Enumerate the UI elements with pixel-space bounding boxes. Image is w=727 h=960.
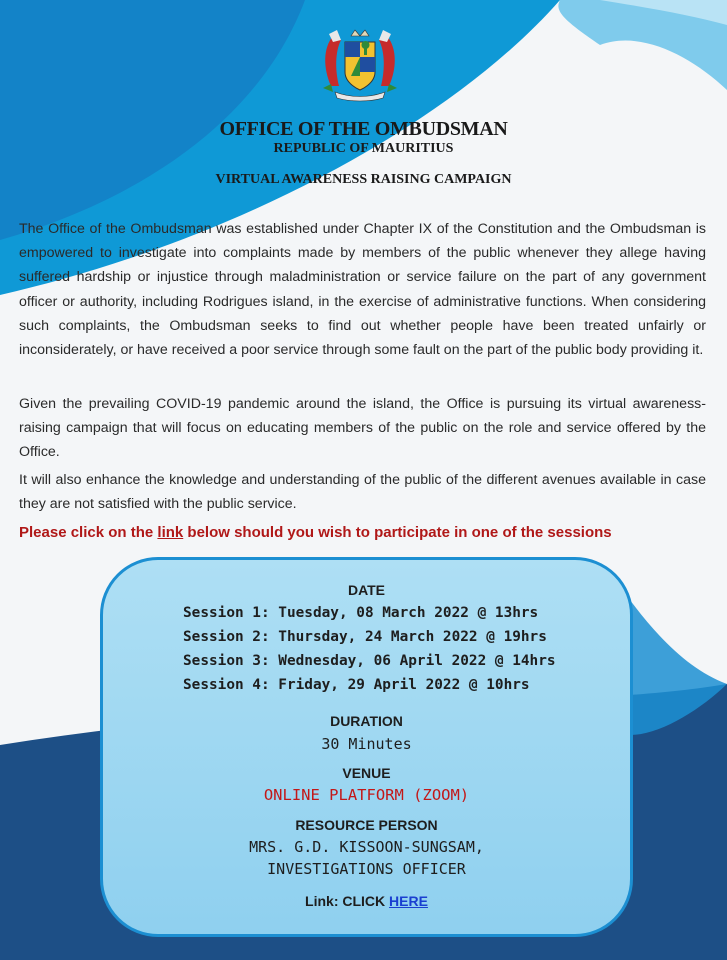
session-item: Session 1: Tuesday, 08 March 2022 @ 13hrs bbox=[183, 605, 539, 621]
campaign-title: VIRTUAL AWARENESS RAISING CAMPAIGN bbox=[215, 172, 512, 187]
resource-person-label: RESOURCE PERSON bbox=[295, 817, 438, 833]
venue-value: ONLINE PLATFORM (ZOOM) bbox=[263, 786, 470, 804]
paragraph-covid: Given the prevailing COVID-19 pandemic around the island, the Office is pursuing its virtual awareness-raising campaign that will focus on educating members of the public on the role and service offered by the Office. bbox=[19, 396, 706, 461]
paragraph-knowledge: It will also enhance the knowledge and understanding of the public of the different avenues available in case they are not satisfied with the public service. bbox=[19, 472, 706, 513]
coat-of-arms-icon bbox=[315, 28, 405, 104]
call-to-action bbox=[19, 524, 719, 541]
republic-subtitle: REPUBLIC OF MAURITIUS bbox=[273, 141, 454, 156]
cta-after: below should you wish to participate in one of the sessions bbox=[183, 524, 612, 541]
session-item: Session 2: Thursday, 24 March 2022 @ 19hrs bbox=[183, 629, 547, 645]
session-link-line bbox=[100, 893, 633, 909]
cta-before: Please click on the bbox=[19, 524, 158, 541]
date-label: DATE bbox=[347, 582, 386, 598]
office-title: OFFICE OF THE OMBUDSMAN bbox=[219, 118, 508, 140]
cta-link-word: link bbox=[157, 524, 184, 541]
session-list bbox=[183, 601, 556, 697]
resource-person-name: MRS. G.D. KISSOON-SUNGSAM, bbox=[249, 838, 484, 856]
session-item: Session 3: Wednesday, 06 April 2022 @ 14hrs bbox=[183, 653, 556, 669]
click-here-link[interactable]: HERE bbox=[389, 893, 428, 909]
paragraph-intro: The Office of the Ombudsman was established under Chapter IX of the Constitution and the Ombudsman is empowered to investigate into complaints made by members of the public whenever they allege having suffered hardship or injustice through maladministration or service failure on the part of any government officer or authority, including Rodrigues island, in the exercise of administrative functions. When considering such complaints, the Ombudsman seeks to find out whether people have been treated unfairly or inconsiderately, or have received a poor service through some fault on the part of the public body providing it. bbox=[19, 221, 706, 359]
duration-value: 30 Minutes bbox=[321, 735, 412, 753]
link-prefix: Link: CLICK bbox=[305, 893, 390, 909]
resource-person-role: INVESTIGATIONS OFFICER bbox=[267, 860, 466, 878]
session-item: Session 4: Friday, 29 April 2022 @ 10hrs bbox=[183, 677, 530, 693]
venue-label: VENUE bbox=[342, 765, 391, 781]
duration-label: DURATION bbox=[330, 713, 403, 729]
